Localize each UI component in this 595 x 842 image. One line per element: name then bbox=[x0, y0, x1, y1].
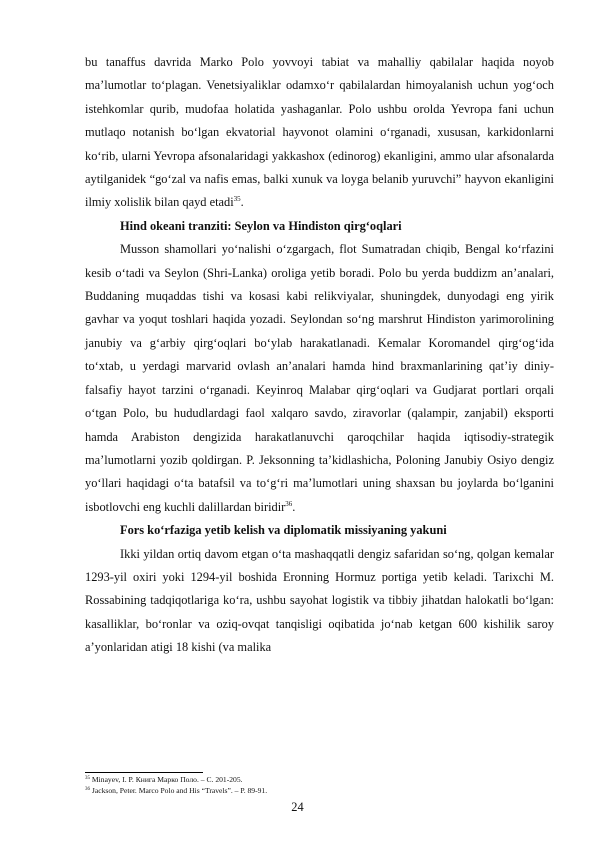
footnote-number: 35 bbox=[85, 776, 90, 781]
footnote-number: 36 bbox=[85, 786, 90, 792]
section-heading-persian-gulf: Fors ko‘rfaziga yetib kelish va diplomatik missiyaning yakuni bbox=[120, 523, 447, 538]
body-text bbox=[85, 51, 554, 660]
footnote-divider bbox=[85, 772, 203, 773]
paragraph-1-tail: . bbox=[240, 195, 244, 210]
footnote-text: Minayev, I. P. Книга Марко Поло. – С. 201-205. bbox=[91, 775, 243, 784]
footnote-text: Jackson, Peter. Marco Polo and His “Travels”. – P. 89-91. bbox=[91, 785, 268, 795]
paragraph-1-text: bu tanaffus davrida Marko Polo yovvoyi tabiat va mahalliy qabilalar haqida noyob ma’lumotlar to‘plagan. Venetsiyaliklar odamxo‘r qabilalardan himoyalanish uchun yog‘och istehkomlar qurib, mudofaa holatida yashaganlar. Polo ushbu orolda Yevropa fani uchun mutlaqo notanish bo‘lgan ekvatorial hayvonot olamini o‘rganadi, xususan, karkidonlarni ko‘rib, ularni Yevropa afsonalaridagi yakkashox (edinorog) ekanligini, ammo ular afsonalarda aytilganidek “go‘zal va nafis emas, balki xunuk va loyga belanib yuruvchi” hayvon ekanligini ilmiy xolislik bilan qayd etadi bbox=[85, 55, 554, 210]
footnotes bbox=[85, 775, 554, 796]
page-number: 24 bbox=[291, 800, 304, 814]
footnote-36 bbox=[85, 786, 554, 797]
paragraph-2 bbox=[85, 238, 554, 519]
section-heading-ceylon-india: Hind okeani tranziti: Seylon va Hindiston qirg‘oqlari bbox=[120, 218, 402, 233]
paragraph-3 bbox=[85, 543, 554, 660]
footnote-35 bbox=[85, 775, 554, 786]
paragraph-2-text: Musson shamollari yo‘nalishi o‘zgargach, flot Sumatradan chiqib, Bengal ko‘rfazini kesib o‘tadi va Seylon (Shri-Lanka) oroliga yetib boradi. Polo bu yerda buddizm an’analari, Buddaning muqaddas tishi va kosasi kabi relikviyalar, shuningdek, dunyodagi eng yirik gavhar va yoqut toshlari haqida yozadi. Seylondan so‘ng marshrut Hindiston yarimorolining janubiy va g‘arbiy qirg‘oqlari bo‘ylab harakatlanadi. Kemalar Koromandel qirg‘og‘ida to‘xtab, u yerdagi marvarid ovlash an’analari hamda hind braxmanlarining qat’iy diniy-falsafiy hayot tarzini o‘rganadi. Keyinroq Malabar qirg‘oqlari va Gudjarat portlari orqali o‘tgan Polo, bu hududlardagi faol xalqaro savdo, ziravorlar (qalampir, zanjabil) eksporti hamda Arabiston dengizida harakatlanuvchi qaroqchilar haqida iqtisodiy-strategik ma’lumotlarni yozib qoldirgan. P. Jeksonning ta’kidlashicha, Poloning Janubiy Osiyo dengiz yo‘llari haqidagi o‘ta batafsil va to‘g‘ri ma’lumotlari uning shaxsan bu joylarda bo‘lganini isbotlovchi eng kuchli dalillardan biridir bbox=[85, 242, 554, 514]
paragraph-2-tail: . bbox=[292, 499, 296, 514]
footnote-ref-35[interactable]: 35 bbox=[233, 195, 241, 204]
footnote-ref-36[interactable]: 36 bbox=[285, 499, 293, 508]
paragraph-3-text: Ikki yildan ortiq davom etgan o‘ta mashaqqatli dengiz safaridan so‘ng, qolgan kemalar 1293-yil oxiri yoki 1294-yil boshida Eronning Hormuz portiga yetib keladi. Tarixchi M. Rossabining tadqiqotlariga ko‘ra, ushbu sayohat logistik va tibbiy jihatdan halokatli bo‘lgan: kasalliklar, bo‘ronlar va oziq-ovqat tanqisligi oqibatida jo‘nab ketgan 600 kishilik saroy a’yonlaridan atigi 18 kishi (va malika bbox=[85, 546, 554, 655]
paragraph-1 bbox=[85, 51, 554, 215]
